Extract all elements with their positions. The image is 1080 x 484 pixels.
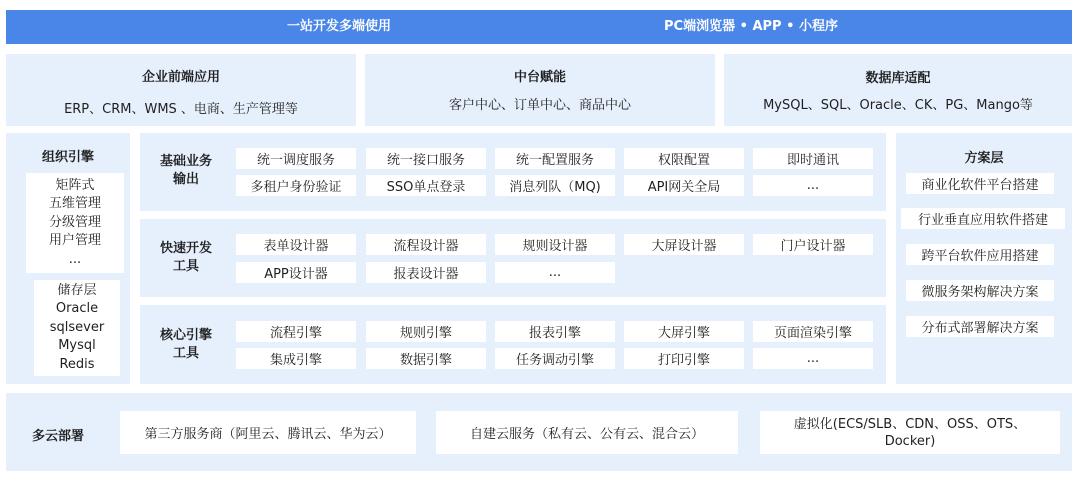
- quick-dev-cell: 流程设计器: [366, 234, 486, 255]
- org-engine-title: 组织引擎: [41, 150, 94, 165]
- storage-item: Oracle: [55, 301, 99, 317]
- basic-business-label: [148, 151, 224, 191]
- basic-cell: 权限配置: [624, 148, 744, 169]
- quick-dev-cell: 规则设计器: [495, 234, 615, 255]
- cloud-virtualization-line2: Docker): [884, 433, 936, 449]
- database-title: 数据库适配: [865, 71, 931, 86]
- quick-dev-cell: 报表设计器: [366, 262, 486, 283]
- quick-dev-cell: APP设计器: [236, 262, 356, 283]
- core-engine-cell: 集成引擎: [236, 348, 356, 369]
- org-item: 分级管理: [48, 214, 101, 230]
- plan-item: 行业垂直应用软件搭建: [901, 208, 1065, 229]
- basic-cell: SSO单点登录: [366, 175, 486, 196]
- core-engine-cell: 页面渲染引擎: [753, 321, 873, 342]
- plan-title: 方案层: [964, 151, 1004, 166]
- plan-panel: [896, 133, 1072, 384]
- basic-cell: ...: [753, 175, 873, 196]
- basic-cell: 即时通讯: [753, 148, 873, 169]
- quick-dev-cell: 大屏设计器: [624, 234, 744, 255]
- middle-platform-title: 中台赋能: [513, 70, 566, 85]
- basic-cell: 多租户身份验证: [236, 175, 356, 196]
- core-engine-cell: 报表引擎: [495, 321, 615, 342]
- core-engine-cell: ...: [753, 348, 873, 369]
- quick-dev-cell: ...: [495, 262, 615, 283]
- org-item: 五维管理: [48, 196, 101, 212]
- middle-platform-text: 客户中心、订单中心、商品中心: [448, 98, 631, 113]
- quick-dev-label: [148, 238, 224, 278]
- storage-item: Redis: [59, 356, 95, 372]
- core-engine-cell: 规则引擎: [366, 321, 486, 342]
- core-engine-label-line1: 核心引擎: [159, 328, 212, 343]
- cloud-self-built-box: 自建云服务（私有云、公有云、混合云）: [436, 411, 738, 454]
- org-item: 矩阵式: [55, 177, 95, 193]
- plan-item: 跨平台软件应用搭建: [906, 244, 1054, 265]
- core-engine-cell: 流程引擎: [236, 321, 356, 342]
- top-banner: [6, 10, 1072, 44]
- storage-layer-box: [34, 280, 120, 376]
- org-engine-panel: [6, 133, 130, 384]
- quick-dev-panel: [140, 219, 886, 297]
- storage-item: Mysql: [58, 338, 96, 354]
- quick-dev-cell: 表单设计器: [236, 234, 356, 255]
- core-engine-cell: 打印引擎: [624, 348, 744, 369]
- cloud-virtualization-line1: 虚拟化(ECS/SLB、CDN、OSS、OTS、: [793, 416, 1027, 432]
- database-panel: [724, 54, 1072, 126]
- org-item: ...: [68, 251, 82, 267]
- cloud-title: 多云部署: [32, 429, 85, 444]
- plan-item: 商业化软件平台搭建: [906, 173, 1054, 194]
- basic-cell: 消息列队（MQ): [495, 175, 615, 196]
- core-engine-cell: 大屏引擎: [624, 321, 744, 342]
- basic-business-panel: [140, 133, 886, 211]
- core-engine-panel: [140, 305, 886, 384]
- cloud-virtualization-box: [760, 411, 1060, 454]
- storage-item: sqlsever: [49, 319, 105, 335]
- basic-business-label-line1: 基础业务: [159, 154, 212, 169]
- storage-item: 储存层: [57, 282, 97, 298]
- basic-business-label-line2: 输出: [172, 172, 199, 187]
- quick-dev-cell: 门户设计器: [753, 234, 873, 255]
- frontend-panel: [6, 54, 356, 126]
- org-features-box: [26, 173, 124, 273]
- core-engine-label: [148, 325, 224, 365]
- core-engine-label-line2: 工具: [172, 346, 199, 361]
- quick-dev-label-line2: 工具: [172, 259, 199, 274]
- org-item: 用户管理: [48, 233, 101, 249]
- quick-dev-label-line1: 快速开发: [159, 241, 212, 256]
- basic-cell: 统一配置服务: [495, 148, 615, 169]
- basic-cell: 统一调度服务: [236, 148, 356, 169]
- plan-item: 微服务架构解决方案: [906, 280, 1054, 301]
- frontend-text: ERP、CRM、WMS 、电商、生产管理等: [64, 102, 298, 117]
- frontend-title: 企业前端应用: [141, 70, 220, 85]
- core-engine-cell: 数据引擎: [366, 348, 486, 369]
- banner-right-text: PC端浏览器 • APP • 小程序: [664, 19, 838, 34]
- cloud-third-party-box: 第三方服务商（阿里云、腾讯云、华为云）: [120, 411, 416, 454]
- cloud-panel: [6, 393, 1072, 471]
- database-text: MySQL、SQL、Oracle、CK、PG、Mango等: [763, 98, 1033, 113]
- basic-cell: 统一接口服务: [366, 148, 486, 169]
- banner-left-text: 一站开发多端使用: [286, 19, 391, 34]
- core-engine-cell: 任务调动引擎: [495, 348, 615, 369]
- plan-item: 分布式部署解决方案: [906, 316, 1054, 337]
- basic-cell: API网关全局: [624, 175, 744, 196]
- middle-platform-panel: [365, 54, 715, 126]
